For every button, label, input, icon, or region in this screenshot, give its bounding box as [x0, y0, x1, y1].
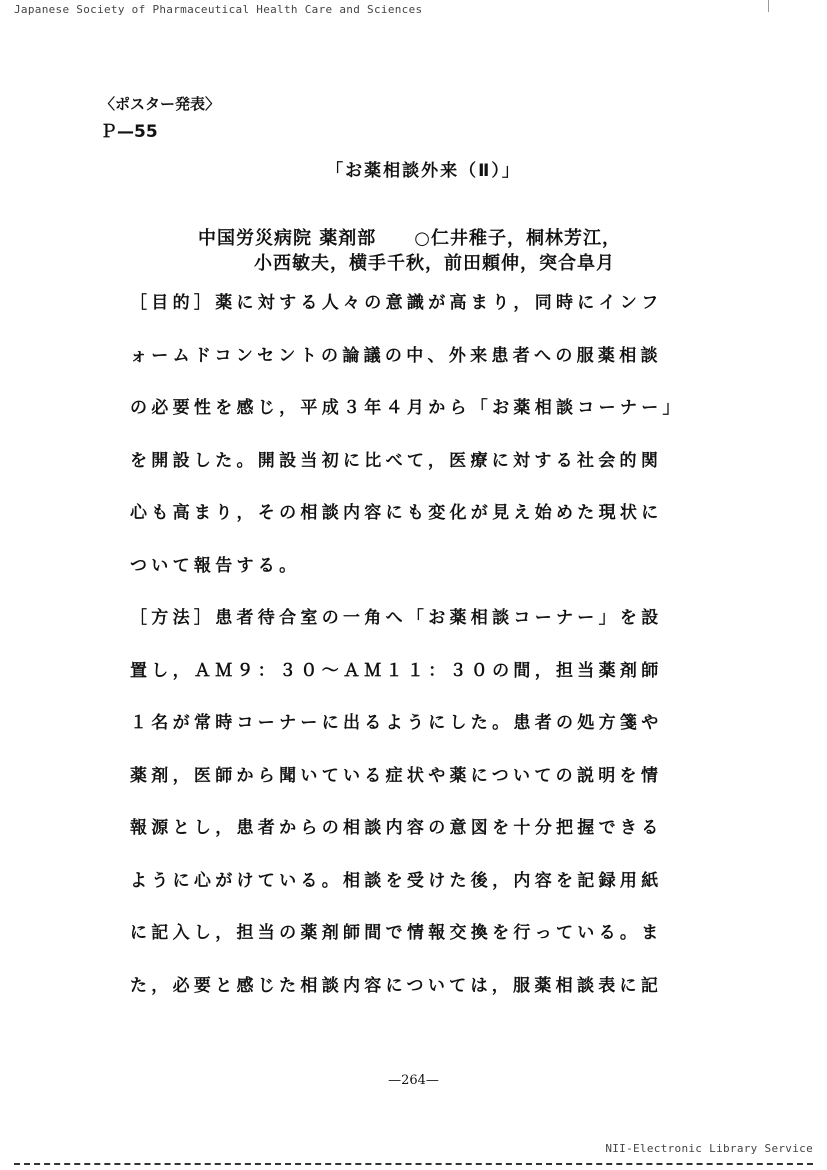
page-number: —264—: [388, 1073, 439, 1088]
body-line: ［目的］薬に対する人々の意識が高まり，同時にインフ: [130, 293, 663, 313]
body-line: １名が常時コーナーに出るようにした。患者の処方箋や: [130, 713, 663, 733]
body-line: 報源とし，患者からの相談内容の意図を十分把握できる: [130, 818, 663, 838]
body-line: 置し，ＡＭ９：３０～ＡＭ１１：３０の間，担当薬剤師: [130, 660, 663, 681]
poster-number: Ｐ—55: [100, 122, 158, 142]
authors-line-1: 中国労災病院 薬剤部 ○仁井稚子，桐林芳江，: [198, 228, 621, 249]
body-line: の必要性を感じ，平成３年４月から「お薬相談コーナー」: [130, 398, 684, 418]
footer-service: NII-Electronic Library Service: [605, 1142, 813, 1155]
body-line: ように心がけている。相談を受けた後，内容を記録用紙: [130, 870, 663, 891]
footer-divider: [14, 1163, 813, 1165]
document-title: 「お薬相談外来（Ⅱ）」: [326, 161, 521, 181]
body-line: 薬剤，医師から聞いている症状や薬についての説明を情: [130, 765, 663, 786]
body-line: ォームドコンセントの論議の中、外来患者への服薬相談: [130, 345, 662, 366]
header-source: Japanese Society of Pharmaceutical Health Care and Sciences: [14, 3, 423, 16]
body-line: に記入し，担当の薬剤師間で情報交換を行っている。ま: [130, 923, 663, 943]
poster-label: 〈ポスター発表〉: [100, 95, 221, 113]
body-text: [130, 288, 700, 1023]
header-divider: [768, 0, 769, 12]
body-line: を開設した。開設当初に比べて，医療に対する社会的関: [130, 450, 663, 471]
body-line: 心も高まり，その相談内容にも変化が見え始めた現状に: [130, 503, 663, 523]
body-line: た，必要と感じた相談内容については，服薬相談表に記: [130, 975, 663, 996]
body-line: ［方法］患者待合室の一角へ「お薬相談コーナー」を設: [130, 608, 663, 628]
authors-line-2: 小西敏夫，横手千秋，前田頼伸，突合阜月: [254, 253, 615, 274]
body-line: ついて報告する。: [130, 555, 301, 576]
